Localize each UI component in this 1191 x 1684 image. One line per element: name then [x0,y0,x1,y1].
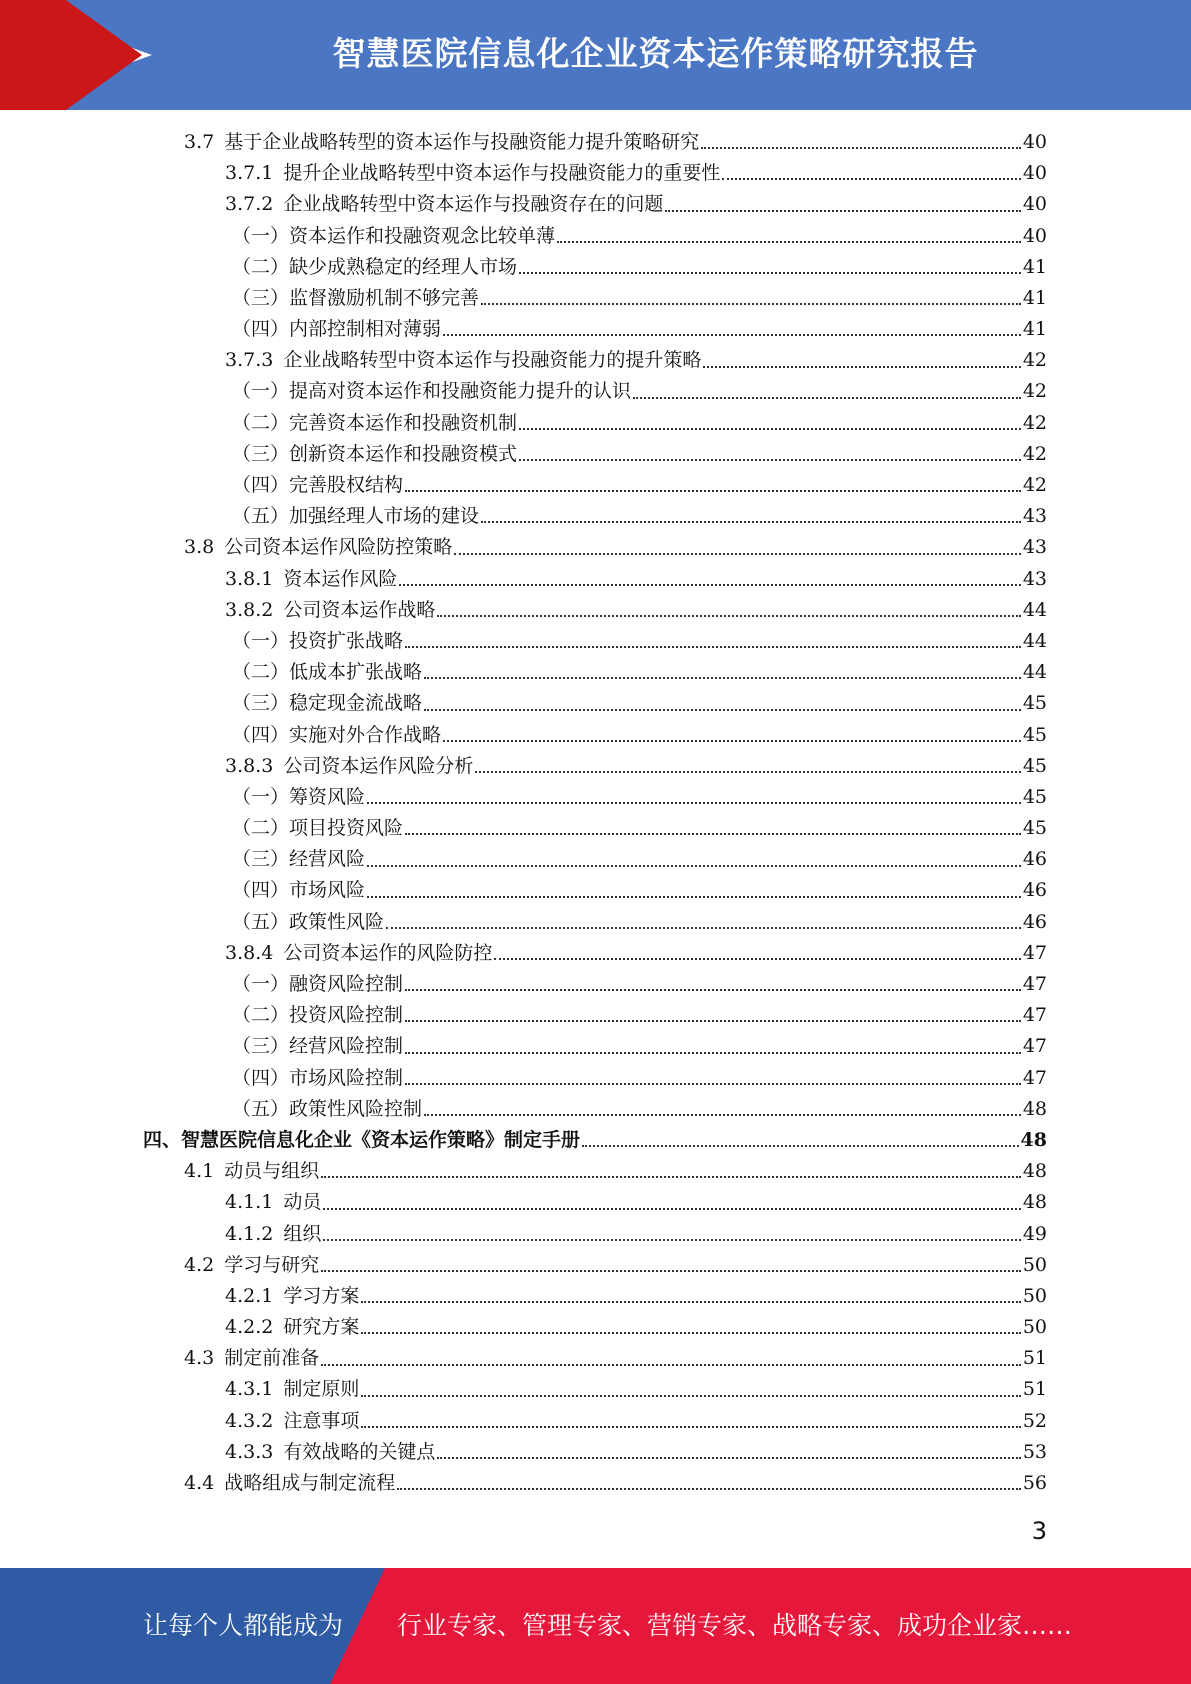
toc-entry-page: 45 [1022,817,1047,840]
toc-entry-label [225,938,492,969]
toc-entry-label [232,875,365,906]
toc-dot-leader [361,1301,1020,1303]
toc-entry[interactable] [0,1156,1191,1187]
toc-entry-page: 41 [1022,255,1047,278]
toc-entry-page: 45 [1022,723,1047,746]
toc-entry-text: 企业战略转型中资本运作与投融资能力的提升策略 [283,349,702,372]
toc-dot-leader [519,272,1021,274]
toc-entry-page: 40 [1022,224,1047,247]
toc-entry-page: 40 [1022,162,1047,185]
toc-entry[interactable] [0,252,1191,283]
toc-entry-number: 3.8.2 [225,598,274,621]
toc-dot-leader [437,615,1020,617]
toc-entry-text: （二）低成本扩张战略 [232,661,423,684]
toc-entry-page: 50 [1022,1284,1047,1307]
toc-entry-label [184,1468,395,1499]
toc-entry-page: 42 [1022,380,1047,403]
toc-entry-label [232,1031,403,1062]
toc-entry-page: 56 [1022,1472,1047,1495]
toc-entry-page: 47 [1022,973,1047,996]
toc-entry-number: 4.1.1 [225,1191,274,1214]
toc-dot-leader [361,1426,1020,1428]
toc-entry-text: 组织 [283,1222,322,1245]
toc-entry-number: 4.3.3 [225,1440,274,1463]
toc-dot-leader [519,428,1021,430]
toc-entry-number: 3.8.1 [225,567,274,590]
toc-dot-leader [399,584,1020,586]
toc-dot-leader [519,459,1021,461]
toc-entry-label [225,1312,359,1343]
toc-entry[interactable] [0,782,1191,813]
toc-entry-page: 45 [1022,692,1047,715]
toc-entry-text: （三）监督激励机制不够完善 [232,286,480,309]
toc-entry-text: 动员与组织 [224,1160,320,1183]
toc-entry-label [232,283,479,314]
toc-entry[interactable] [0,189,1191,220]
toc-entry-text: 提升企业战略转型中资本运作与投融资能力的重要性 [283,162,721,185]
toc-entry-text: 学习与研究 [224,1253,320,1276]
toc-entry-number: 4.4 [184,1472,215,1495]
footer-banner [0,1568,1191,1684]
toc-entry-number: 4.3 [184,1347,215,1370]
toc-entry-text: 资本运作风险 [283,567,398,590]
toc-entry-page: 40 [1022,193,1047,216]
toc-entry-label [225,158,720,189]
toc-entry-label [225,189,663,220]
toc-entry-label [232,969,403,1000]
toc-entry-text: 制定前准备 [224,1347,320,1370]
toc-entry-label [232,907,384,938]
toc-entry-label [232,813,403,844]
toc-entry-label [232,501,479,532]
toc-entry[interactable] [0,564,1191,595]
toc-entry-number: 4.2.1 [225,1284,274,1307]
toc-dot-leader [557,241,1021,243]
toc-entry[interactable] [0,938,1191,969]
toc-entry-text: 企业战略转型中资本运作与投融资存在的问题 [283,193,664,216]
toc-entry-page: 48 [1022,1191,1047,1214]
toc-dot-leader [361,1395,1020,1397]
toc-entry-label [225,595,435,626]
toc-entry-number: 4.2 [184,1253,215,1276]
toc-entry[interactable] [0,1063,1191,1094]
toc-dot-leader [397,1488,1021,1490]
toc-entry-label [184,532,452,563]
toc-entry-label [232,688,422,719]
toc-entry[interactable] [0,221,1191,252]
toc-entry-text: （二）完善资本运作和投融资机制 [232,411,518,434]
toc-entry-label [232,720,441,751]
toc-entry-text: （一）提高对资本运作和投融资能力提升的认识 [232,380,632,403]
toc-entry-text: （一）投资扩张战略 [232,629,404,652]
toc-entry-page: 47 [1022,941,1047,964]
toc-entry-label [232,844,365,875]
toc-entry-page: 50 [1022,1253,1047,1276]
toc-entry-page: 47 [1022,1004,1047,1027]
toc-entry-label [232,626,403,657]
toc-entry-text: 四、智慧医院信息化企业《资本运作策略》制定手册 [143,1128,581,1151]
toc-entry-text: 有效战略的关键点 [283,1440,436,1463]
toc-dot-leader [405,989,1021,991]
toc-dot-leader [443,740,1021,742]
toc-entry-text: （二）项目投资风险 [232,817,404,840]
toc-entry-label [232,439,517,470]
toc-entry-text: 公司资本运作战略 [283,598,436,621]
toc-entry-text: （五）政策性风险 [232,910,385,933]
toc-entry[interactable] [0,688,1191,719]
toc-entry[interactable] [0,345,1191,376]
toc-entry-label [232,1063,403,1094]
toc-entry-label [225,1187,321,1218]
toc-entry-text: （三）经营风险控制 [232,1035,404,1058]
toc-entry[interactable] [0,1000,1191,1031]
toc-entry-label [184,127,699,158]
toc-entry[interactable] [0,876,1191,907]
toc-entry-label [232,376,631,407]
toc-dot-leader [323,1239,1020,1241]
toc-entry-page: 42 [1022,474,1047,497]
toc-dot-leader [323,1208,1020,1210]
toc-entry-text: 制定原则 [283,1378,360,1401]
toc-entry-page: 44 [1022,629,1047,652]
toc-dot-leader [582,1145,1019,1147]
toc-entry-page: 51 [1022,1347,1047,1370]
toc-entry-text: （四）市场风险 [232,879,366,902]
toc-dot-leader [475,771,1020,773]
toc-entry[interactable] [0,1031,1191,1062]
toc-entry[interactable] [0,626,1191,657]
header-red-block [0,0,66,110]
toc-entry[interactable] [0,751,1191,782]
toc-entry-page: 41 [1022,286,1047,309]
toc-entry-text: 战略组成与制定流程 [224,1472,396,1495]
toc-entry[interactable] [0,408,1191,439]
toc-entry[interactable] [0,1187,1191,1218]
toc-dot-leader [481,521,1021,523]
toc-entry-label [225,1219,321,1250]
toc-entry-text: （一）融资风险控制 [232,973,404,996]
toc-entry[interactable] [0,907,1191,938]
toc-entry[interactable] [0,1343,1191,1374]
toc-dot-leader [437,1457,1020,1459]
toc-entry-page: 51 [1022,1378,1047,1401]
toc-entry[interactable] [0,127,1191,158]
toc-entry-page: 52 [1022,1409,1047,1432]
toc-entry-page: 46 [1022,879,1047,902]
toc-entry-text: 研究方案 [283,1316,360,1339]
toc-entry-label [232,252,517,283]
toc-entry-page: 42 [1022,442,1047,465]
toc-entry-page: 53 [1022,1440,1047,1463]
toc-dot-leader [703,366,1020,368]
toc-dot-leader [494,958,1020,960]
toc-entry-text: （四）市场风险控制 [232,1066,404,1089]
toc-entry[interactable] [0,844,1191,875]
toc-entry-label [225,1406,359,1437]
toc-entry-text: （三）经营风险 [232,848,366,871]
toc-entry[interactable] [0,532,1191,563]
toc-entry-label [232,221,555,252]
toc-dot-leader [405,1052,1021,1054]
toc-entry[interactable] [0,158,1191,189]
toc-entry-label [225,564,397,595]
toc-entry-page: 42 [1022,349,1047,372]
toc-entry-text: （一）资本运作和投融资观念比较单薄 [232,224,556,247]
toc-entry-page: 50 [1022,1316,1047,1339]
toc-entry[interactable] [0,283,1191,314]
toc-entry-text: （五）政策性风险控制 [232,1097,423,1120]
toc-entry-text: （四）完善股权结构 [232,474,404,497]
toc-dot-leader [424,1114,1021,1116]
toc-entry-text: 基于企业战略转型的资本运作与投融资能力提升策略研究 [224,130,700,153]
toc-entry[interactable] [0,720,1191,751]
toc-entry[interactable] [0,377,1191,408]
toc-entry[interactable] [0,1406,1191,1437]
toc-entry-number: 4.3.1 [225,1378,274,1401]
toc-entry-number: 4.1.2 [225,1222,274,1245]
toc-entry-text: （一）筹资风险 [232,785,366,808]
toc-entry-number: 3.7.3 [225,349,274,372]
toc-entry-label [232,782,365,813]
toc-entry-text: 学习方案 [283,1284,360,1307]
toc-entry-text: 动员 [283,1191,322,1214]
toc-dot-leader [405,490,1021,492]
toc-entry-page: 43 [1022,505,1047,528]
toc-dot-leader [454,553,1021,555]
toc-entry-number: 3.7 [184,130,215,153]
header-chevron-red [66,0,142,110]
footer-slogan-left: 让每个人都能成为 [143,1611,344,1640]
toc-dot-leader [405,1020,1021,1022]
toc-entry-page: 40 [1022,130,1047,153]
toc-entry[interactable] [0,595,1191,626]
toc-entry-label [225,1437,435,1468]
toc-entry-number: 3.8.3 [225,754,274,777]
toc-entry-page: 43 [1022,567,1047,590]
header-banner [0,0,1191,110]
toc-entry[interactable] [0,1468,1191,1499]
toc-entry-label [232,1094,422,1125]
toc-entry-number: 3.7.1 [225,162,274,185]
toc-entry-page: 46 [1022,910,1047,933]
toc-entry-text: 公司资本运作的风险防控 [283,941,493,964]
toc-entry-label [232,314,441,345]
toc-entry-page: 48 [1022,1097,1047,1120]
toc-entry-label [184,1156,319,1187]
toc-dot-leader [481,303,1021,305]
toc-dot-leader [386,927,1021,929]
toc-entry-text: （五）加强经理人市场的建设 [232,505,480,528]
toc-dot-leader [405,646,1021,648]
toc-entry-number: 4.2.2 [225,1316,274,1339]
toc-entry-page: 45 [1022,785,1047,808]
toc-entry[interactable] [0,813,1191,844]
toc-entry-text: 公司资本运作风险分析 [283,754,474,777]
toc-entry-label [232,408,517,439]
toc-dot-leader [405,1083,1021,1085]
toc-dot-leader [722,178,1020,180]
toc-entry[interactable] [0,1125,1191,1156]
toc-entry-label [225,1374,359,1405]
toc-entry-label [232,657,422,688]
document-title: 智慧医院信息化企业资本运作策略研究报告 [332,34,979,73]
toc-dot-leader [665,210,1020,212]
toc-entry-text: （二）投资风险控制 [232,1004,404,1027]
toc-entry-text: （二）缺少成熟稳定的经理人市场 [232,255,518,278]
toc-dot-leader [367,865,1021,867]
toc-dot-leader [405,833,1021,835]
toc-dot-leader [321,1176,1021,1178]
toc-entry-label [225,1281,359,1312]
toc-entry-label [225,345,701,376]
toc-dot-leader [701,147,1021,149]
toc-entry-page: 48 [1022,1160,1047,1183]
toc-entry-page: 49 [1022,1222,1047,1245]
toc-entry-page: 48 [1020,1128,1047,1151]
toc-entry-number: 4.3.2 [225,1409,274,1432]
toc-entry-page: 47 [1022,1035,1047,1058]
toc-entry-number: 3.8 [184,536,215,559]
toc-entry[interactable] [0,1219,1191,1250]
toc-entry-number: 4.1 [184,1160,215,1183]
toc-entry-label [143,1125,580,1156]
toc-dot-leader [443,334,1021,336]
footer-slogan-right: 行业专家、管理专家、营销专家、战略专家、成功企业家…… [397,1611,1073,1640]
toc-entry-label [232,1000,403,1031]
table-of-contents [0,127,1191,1499]
toc-entry[interactable] [0,1094,1191,1125]
toc-entry-label [184,1250,319,1281]
toc-entry-text: 公司资本运作风险防控策略 [224,536,453,559]
toc-entry-text: 注意事项 [283,1409,360,1432]
toc-entry[interactable] [0,439,1191,470]
toc-entry-page: 46 [1022,848,1047,871]
toc-entry-label [232,470,403,501]
toc-entry-text: （三）创新资本运作和投融资模式 [232,442,518,465]
toc-dot-leader [321,1364,1021,1366]
toc-entry-number: 3.8.4 [225,941,274,964]
toc-entry-page: 45 [1022,754,1047,777]
toc-entry[interactable] [0,314,1191,345]
toc-entry-text: （四）实施对外合作战略 [232,723,442,746]
toc-entry[interactable] [0,1250,1191,1281]
toc-dot-leader [424,677,1021,679]
toc-entry[interactable] [0,501,1191,532]
toc-entry-text: （四）内部控制相对薄弱 [232,318,442,341]
toc-entry-page: 42 [1022,411,1047,434]
toc-entry[interactable] [0,969,1191,1000]
toc-entry-page: 41 [1022,318,1047,341]
toc-entry[interactable] [0,1437,1191,1468]
toc-dot-leader [424,709,1021,711]
toc-entry-number: 3.7.2 [225,193,274,216]
toc-entry-text: （三）稳定现金流战略 [232,692,423,715]
toc-entry[interactable] [0,1312,1191,1343]
toc-entry-page: 44 [1022,661,1047,684]
toc-entry-label [225,751,473,782]
toc-dot-leader [367,802,1021,804]
page-number: 3 [1031,1517,1047,1545]
toc-entry[interactable] [0,470,1191,501]
toc-dot-leader [633,397,1021,399]
toc-entry-label [184,1343,319,1374]
toc-entry-page: 44 [1022,598,1047,621]
toc-dot-leader [321,1270,1021,1272]
toc-dot-leader [367,896,1021,898]
toc-entry[interactable] [0,657,1191,688]
toc-entry[interactable] [0,1375,1191,1406]
toc-entry[interactable] [0,1281,1191,1312]
toc-entry-page: 43 [1022,536,1047,559]
toc-entry-page: 47 [1022,1066,1047,1089]
toc-dot-leader [361,1332,1020,1334]
